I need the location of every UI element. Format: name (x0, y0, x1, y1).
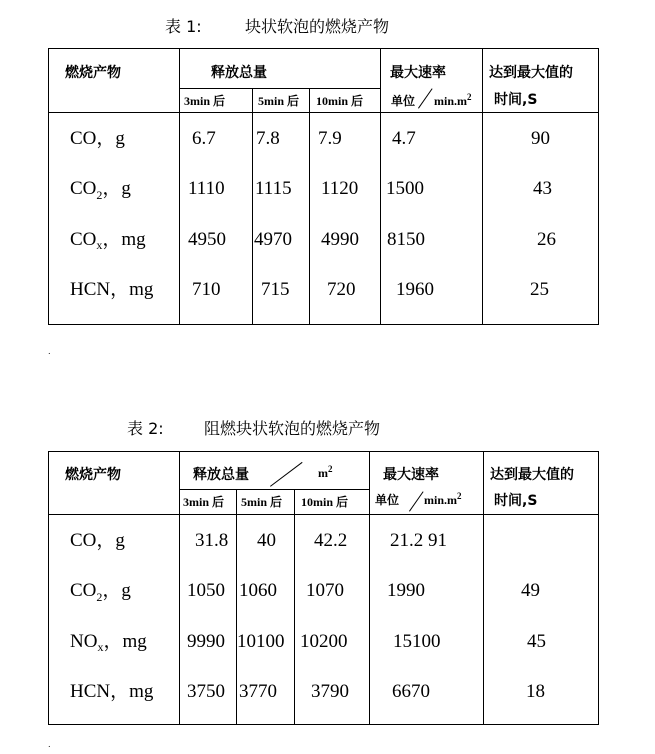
table1-sub-10min: 10min 后 (316, 94, 364, 108)
table1-row3-time: 26 (537, 229, 556, 250)
table2-header-total: 释放总量 (193, 467, 249, 483)
table1-header-divider (180, 88, 380, 89)
table1-row2-v10: 1120 (321, 178, 359, 199)
table1-header-product: 燃烧产物 (65, 65, 121, 81)
table2-caption-label: 表 2: (127, 419, 164, 438)
table2-row2-product: $CO_2$，g (70, 580, 131, 604)
table2-header-product: 燃烧产物 (65, 467, 121, 483)
table1-row2-rate: 1500 (386, 178, 424, 199)
table2-header-divider (180, 489, 369, 490)
table2-row2-v5: 1060 (239, 580, 277, 601)
table1-row2-v3: 1110 (188, 178, 225, 199)
table1-row4-v3: 710 (192, 279, 221, 300)
table1-row3-v5: 4970 (254, 229, 292, 250)
table2-col-line (179, 451, 180, 725)
table2-row4-v10: 3790 (311, 681, 349, 702)
table2-header-unit-label: 单位 (375, 493, 400, 507)
table2-col-line (294, 489, 295, 725)
table2-row1-rate: 21.2 91 (390, 530, 447, 551)
table2-row2-rate: 1990 (387, 580, 425, 601)
table2-header-time-2: 时间,S (494, 493, 538, 509)
table1-sub-5min: 5min 后 (258, 94, 300, 108)
table2-row4-time: 18 (526, 681, 545, 702)
table1-row1-v3: 6.7 (192, 128, 216, 149)
table1-header-bottom (48, 112, 599, 113)
table1-header-time-1: 达到最大值的 (489, 65, 573, 81)
table2-row1-v5: 40 (257, 530, 276, 551)
table1-row3-product: $CO_x$，mg (70, 229, 146, 252)
table1-caption-title: 块状软泡的燃烧产物 (245, 17, 390, 36)
table2-header-bottom (48, 514, 599, 515)
table1-col-line (482, 48, 483, 325)
table2-row1-v10: 42.2 (314, 530, 348, 551)
table2-row4-v3: 3750 (187, 681, 225, 702)
table1-sub-3min: 3min 后 (184, 94, 226, 108)
table1-header-total: 释放总量 (211, 65, 267, 81)
table1-row4-time: 25 (530, 279, 549, 300)
table1-row1-time: 90 (531, 128, 550, 149)
table2-header-time-1: 达到最大值的 (490, 467, 574, 483)
table2-row3-time: 45 (527, 631, 546, 652)
table2-caption-title: 阻燃块状软泡的燃烧产物 (204, 419, 381, 438)
table1-col-line (380, 48, 381, 325)
table1-col-line (252, 88, 253, 325)
table2-sub-5min: 5min 后 (241, 495, 283, 509)
table1-row1-v10: 7.9 (318, 128, 342, 149)
table2-row3-rate: 15100 (393, 631, 441, 652)
table1-row1-v5: 7.8 (256, 128, 280, 149)
table1-header-unit-label: 单位 (391, 94, 416, 108)
table1-row4-v10: 720 (327, 279, 356, 300)
stray-mark: . (48, 740, 51, 749)
table1-row4-v5: 715 (261, 279, 290, 300)
table2-row2-time: 49 (521, 580, 540, 601)
table2-row4-rate: 6670 (392, 681, 430, 702)
table2-row3-v10: 10200 (300, 631, 348, 652)
table1-row3-v3: 4950 (188, 229, 226, 250)
table1-row3-v10: 4990 (321, 229, 359, 250)
table1-col-line (179, 48, 180, 325)
table1-header-time-2: 时间,S (494, 92, 538, 108)
table2-row1-product: CO，g (70, 530, 125, 551)
table2-col-line (236, 489, 237, 725)
table2-row2-v3: 1050 (187, 580, 225, 601)
table2-row4-v5: 3770 (239, 681, 277, 702)
table1-col-line (309, 88, 310, 325)
table1-row3-rate: 8150 (387, 229, 425, 250)
table2-row3-product: $NO_x$，mg (70, 631, 147, 654)
table1-row2-time: 43 (533, 178, 552, 199)
table1-row1-product: CO，g (70, 128, 125, 149)
table2-header-unit-value: $\min.m^2$ (424, 491, 462, 507)
table2-col-line (369, 451, 370, 725)
table2-row3-v5: 10100 (237, 631, 285, 652)
table2-sub-10min: 10min 后 (301, 495, 349, 509)
table1-row1-rate: 4.7 (392, 128, 416, 149)
table1-row4-rate: 1960 (396, 279, 434, 300)
table1-header-rate: 最大速率 (390, 65, 446, 81)
table2-row3-v3: 9990 (187, 631, 225, 652)
table2-header-total-unit: $m^2$ (318, 464, 333, 480)
table2-col-line (483, 451, 484, 725)
table1-header-unit-value: $\min.m^2$ (434, 92, 472, 108)
table2-row2-v10: 1070 (306, 580, 344, 601)
table2-sub-3min: 3min 后 (183, 495, 225, 509)
table1-row4-product: HCN，mg (70, 279, 154, 300)
table1-row2-v5: 1115 (255, 178, 292, 199)
table1-caption-label: 表 1: (165, 17, 202, 36)
table2-row1-v3: 31.8 (195, 530, 229, 551)
table1-row2-product: $CO_2$，g (70, 178, 131, 202)
table2-row4-product: HCN，mg (70, 681, 154, 702)
stray-mark: . (48, 347, 51, 356)
table2-header-rate: 最大速率 (383, 467, 439, 483)
